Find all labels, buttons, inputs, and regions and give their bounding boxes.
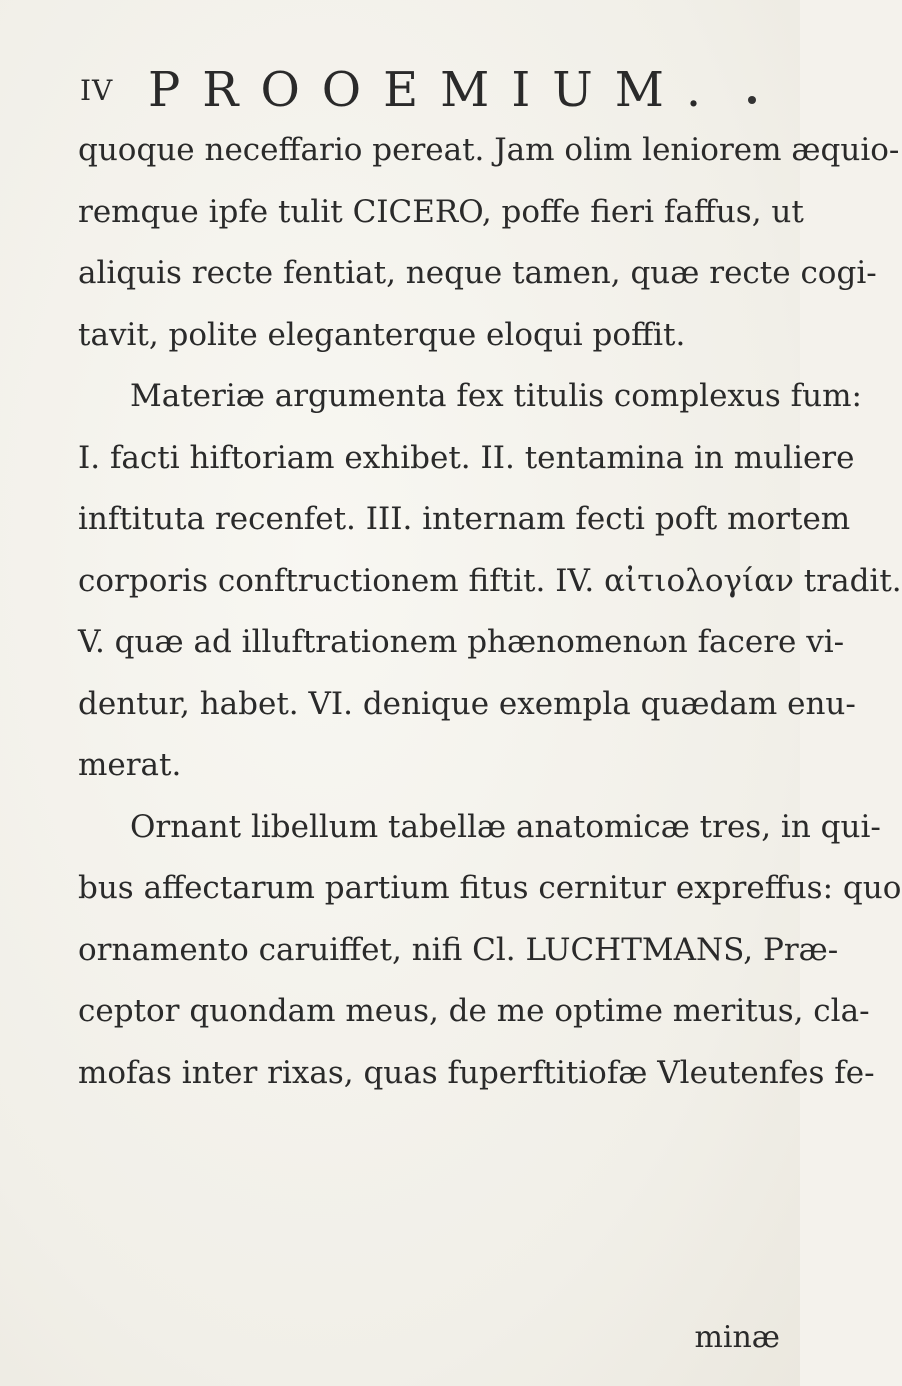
text-line: V. quæ ad illuftrationem phænomenωn facere vi- [78,624,845,660]
running-head: PROOEMIUM. [148,62,724,118]
text-line: merat. [78,747,182,783]
text-line: Ornant libellum tabellæ anatomicæ tres, in qui- [130,808,881,845]
text-line: remque ipfe tulit CICERO, poffe fieri faffus, ut [78,193,804,230]
text-line: ornamento caruiffet, nifi Cl. LUCHTMANS, Præ- [78,931,839,968]
catchword: minæ [694,1320,780,1355]
body-text [78,120,902,1104]
text-line: I. facti hiftoriam exhibet. II. tentamina in muliere [78,439,855,476]
text-line: aliquis recte fentiat, neque tamen, quæ recte cogi- [78,255,877,291]
text-line: ceptor quondam meus, de me optime meritus, cla- [78,993,870,1029]
page-header [0,62,800,122]
text-line: quoque neceffario pereat. Jam olim leniorem æquio- [78,132,900,168]
text-line: inftituta recenfet. III. internam fecti poft mortem [78,501,851,537]
text-line: tavit, polite eleganterque eloqui poffit. [78,316,686,353]
text-line: dentur, habet. VI. denique exempla quædam enu- [78,685,856,722]
page-number: IV [80,74,114,107]
ink-blot-mark [748,96,756,104]
text-line: bus affectarum partium fitus cernitur expreffus: quo [78,870,902,906]
text-line: corporis conftructionem fiftit. IV. αἰτιολογίαν tradit. [78,562,902,599]
text-line: Materiæ argumenta fex titulis complexus fum: [130,378,862,414]
text-line: mofas inter rixas, quas fuperftitiofæ Vleutenfes fe- [78,1054,875,1091]
